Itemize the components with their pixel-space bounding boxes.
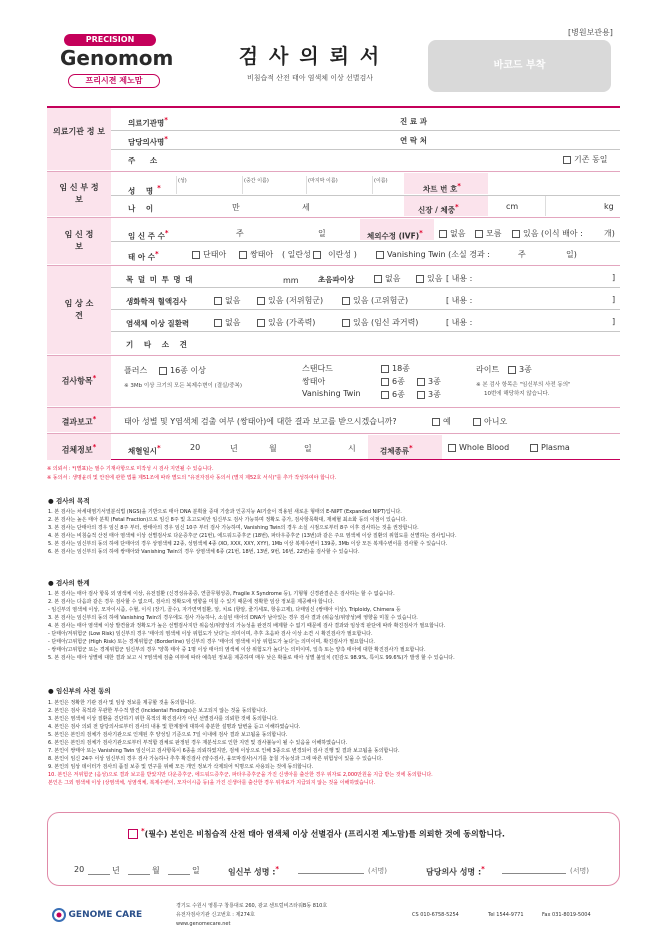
pregnant-sign-label: 임신부 성명 :* [228, 865, 280, 877]
name-hint-last: (성) [178, 178, 187, 184]
footer-license: 유전자검사기관 신고번호 : 제274호 [176, 912, 255, 918]
nt-unit: mm [283, 276, 299, 285]
warning-consent: ※ 동의서 : 생명윤리 및 안전에 관한 법률 제51조에 따라 별도의 "유전자검사 동의서 (별지 제52호 서식)"를 추가 작성하여야 합니다. [47, 475, 337, 481]
report-no-option[interactable]: 아니오 [473, 416, 507, 427]
consent-line-red: 10. 본인은 저위험군 (음성)으로 결과 보고를 받았지만 다운증후군, 에드워드증후군, 파타우증후군을 가진 신생아를 출산한 경우 위자료 2,000만원을 지급 받는 것에 동의합니다. [48, 772, 433, 778]
weight-input[interactable] [550, 197, 600, 213]
agreement-required: (필수) [144, 829, 168, 839]
name-hint-lastname: (마지막 이름) [308, 178, 338, 184]
biochem-high-checkbox[interactable] [342, 297, 350, 305]
ivf-label: 체외수정 (IVF)* [367, 229, 423, 241]
test-twin-6-checkbox[interactable] [381, 378, 389, 386]
limits-line: 2. 본 검사는 다음과 같은 경우 검사할 수 없으며, 검사의 정확도에 영향을 미칠 수 있기 때문에 정확한 임상 정보를 제공해야 합니다. [48, 599, 335, 605]
test-light-label: 라이트 [476, 365, 500, 374]
ivf-none-option[interactable]: 없음 [439, 228, 465, 239]
report-question: 태아 성별 및 Y염색체 검출 여부 (쌍태아)에 대한 결과 보고를 받으시겠습니까? [124, 417, 397, 426]
identical-option[interactable]: ( 일란성 [282, 249, 324, 260]
vanishing-checkbox[interactable] [376, 251, 384, 259]
company-name: GENOME CARE [68, 910, 143, 920]
agree-month-unit: 월 [152, 866, 160, 875]
institution-name-input[interactable] [190, 112, 335, 126]
section-sample: 검체정보* [47, 434, 111, 460]
same-as-before-checkbox[interactable] [563, 156, 571, 164]
footer-website: www.genomecare.net [176, 921, 231, 927]
test-twin-3-option[interactable]: 3종 [417, 376, 441, 387]
fraternal-option[interactable]: 이란성 ) [328, 250, 357, 259]
us-yes-checkbox[interactable] [416, 275, 424, 283]
ivf-unknown-option[interactable]: 모름 [475, 228, 501, 239]
section-clinical: 임 상 소 견 [47, 266, 111, 354]
vanishing-option[interactable]: Vanishing Twin (소실 경과 : [376, 249, 490, 260]
test-light-option[interactable]: 3종 [508, 364, 532, 375]
section-pregnancy: 임 신 정 보 [47, 218, 111, 264]
brand-top: PRECISION [85, 35, 135, 44]
biochem-content-close: ] [612, 295, 616, 304]
limits-line: - 단태아/고위험군 (High Risk) 또는 경계위험군 (Borderline) 임신부의 경우 '태아의 염색체 이상 위험도가 높다'는 의미이며, 확진검사가 필요합니다. [48, 639, 375, 645]
test-vanishing-3-option[interactable]: 3종 [417, 389, 441, 400]
chrom-none-checkbox[interactable] [214, 319, 222, 327]
us-content-label: [ 내용 : [446, 274, 473, 283]
test-vanishing-label: Vanishing Twin [302, 389, 361, 398]
whole-blood-checkbox[interactable] [448, 444, 456, 452]
test-vanishing-6-option[interactable]: 6종 [381, 389, 405, 400]
genome-care-icon [52, 908, 66, 922]
brand-top-badge [64, 34, 156, 46]
limits-title: ● 검사의 한계 [48, 579, 90, 587]
consent-title: ● 임신부의 사전 동의 [48, 687, 111, 695]
consent-line: 8. 본인이 임신 24주 이상 임신부의 경우 검사 가능하나 추후 확진검사 (양수검사, 융모막검사)시기를 놓칠 가능성과 그에 따른 위험성이 있을 수 있습니다. [48, 756, 383, 762]
purpose-line: 4. 본 검사는 비침습적 산전 태아 염색체 이상 선별검사로 다운증후군 (21번), 에드워드증후군 (18번), 파타우증후군 (13번)과 같은 주요 염색체 이상 질환의 위험도를 선별하는 검사입니다. [48, 533, 457, 539]
doctor-name-input[interactable] [190, 131, 335, 145]
other-findings-input[interactable] [210, 333, 615, 351]
test-vanishing-3-checkbox[interactable] [417, 391, 425, 399]
biochem-none-checkbox[interactable] [214, 297, 222, 305]
footer-cs: CS 010-6758-5254 [412, 912, 459, 918]
purpose-title: ● 검사의 목적 [48, 497, 90, 505]
vanishing-week: 주 [518, 250, 526, 259]
doctor-sign-label: 담당의사 성명 :* [426, 865, 485, 877]
footer-tel: Tel 1544-9771 [488, 912, 524, 918]
biochem-high-option[interactable]: 있음 (고위험군) [342, 295, 408, 306]
whole-blood-option[interactable]: Whole Blood [448, 443, 509, 452]
pregnant-sign-input[interactable] [298, 861, 364, 874]
address-label: 주 소 [128, 156, 164, 165]
height-unit: cm [506, 202, 519, 211]
sample-year-prefix: 20 [190, 443, 201, 452]
section-tests: 검사항목* [47, 356, 111, 406]
single-checkbox[interactable] [192, 251, 200, 259]
vanishing-day: 일) [566, 250, 577, 259]
biochem-content-label: [ 내용 : [446, 296, 473, 305]
section-pregnant: 임 신 부 정 보 [47, 172, 111, 216]
institution-name-label: 의료기관명* [128, 116, 168, 128]
biochem-low-option[interactable]: 있음 (저위험군) [257, 295, 323, 306]
test-vanishing-6-checkbox[interactable] [381, 391, 389, 399]
test-plus-option[interactable]: 16종 이상 [159, 365, 206, 376]
limits-line: 4. 본 검사는 태아 염색체 이상 발견율과 정확도가 높은 선별검사지만 위음성/위양성의 가능성을 완전히 배제할 수 없기 때문에 검사 결과와 임상적 판단에 따라 확진검사가 필요합니다. [48, 623, 446, 629]
address-input[interactable] [190, 150, 550, 166]
section-institution: 의료기관 정 보 [47, 108, 111, 170]
sample-year-unit: 년 [230, 444, 238, 453]
limits-line: 3. 본 검사는 임신부의 동의 하에 Vanishing Twin의 경우에도 검사 가능하나, 소실된 태아의 DNA가 남아있는 경우 검사 결과 (위음성/위양성)에 영향을 미칠 수 있습니다. [48, 615, 418, 621]
name-hint-first: (이름) [374, 178, 388, 184]
ultrasound-label: 초음파이상 [318, 275, 355, 284]
purpose-line: 5. 본 검사는 임신부의 동의 하에 단태아의 경우 상염색체 22종, 성염색체 4종 (XO, XXX, XXY, XYY), 1Mb 이상 복제수변이 139종, 3Mb 이상 모든 복제수변이를 검사할 수 있습니다. [48, 541, 448, 547]
chrom-content-label: [ 내용 : [446, 318, 473, 327]
weeks-label: 임 신 주 수* [128, 229, 169, 241]
brand-logo [60, 34, 174, 94]
plasma-checkbox[interactable] [530, 444, 538, 452]
ivf-count-unit: 개) [604, 229, 615, 238]
chrom-past-checkbox[interactable] [342, 319, 350, 327]
same-as-before-option[interactable]: 기존 동일 [563, 154, 607, 165]
agreement-checkbox[interactable] [128, 829, 138, 839]
footer-address: 경기도 수원시 영통구 창룡대로 260, 광교 센트럴비즈타워B동 810호 [176, 903, 328, 909]
sample-month-unit: 월 [269, 444, 277, 453]
limits-line: 1. 본 검사는 태아 검사 항목 외 염색체 이상, 유전질환 (신경성유종증, 연골무형성증, Fragile X Syndrome 등), 기형형 신경관결손은 검사하는 할 수 없습니다. [48, 591, 395, 597]
sample-hour-unit: 시 [348, 444, 356, 453]
test-twin-label: 쌍태아 [302, 377, 326, 386]
test-light-checkbox[interactable] [508, 366, 516, 374]
agreement-box [47, 812, 620, 886]
test-standard-option[interactable]: 18종 [381, 363, 410, 374]
sample-date-label: 채혈일시* [128, 444, 161, 456]
limits-line: - 쌍태아/고위험군 또는 경계위험군 임신부의 경우 '양쪽 태아 중 1명 이상 태아의 염색체 이상 위험도가 높다'는 의미이며, 일측 또는 양측 태아에 대한 확진검사가 필요합니다. [48, 647, 426, 653]
ivf-unknown-checkbox[interactable] [475, 230, 483, 238]
biochem-none-option[interactable]: 없음 [214, 295, 240, 306]
test-twin-3-checkbox[interactable] [417, 378, 425, 386]
doctor-name-label: 담당의사명* [128, 135, 168, 147]
us-yes-option[interactable]: 있음 [416, 273, 442, 284]
consent-line: 7. 본인이 쌍태아 또는 Vanishing Twin 임신이고 검사항목이 6종을 의뢰하였지만, 검체 이상으로 인해 3종으로 변경되어 검사 진행 및 결과 보고됨을 동의합니다. [48, 748, 400, 754]
consent-line: 6. 본인은 본인의 검체가 검사기관으로부터 부적합 검체로 판정된 경우 재분석으로 인한 지연 및 검사불능이 될 수 있음을 이해하였습니다. [48, 740, 348, 746]
consent-line: 4. 본인은 검사 의뢰 전 담당의사로부터 검사의 내용 및 한계점에 대하여 충분한 설명과 답변을 듣고 이해하였습니다. [48, 724, 301, 730]
chrom-past-option[interactable]: 있음 (임신 과거력) [342, 317, 418, 328]
pregnant-sign-hint: (서명) [368, 867, 387, 875]
sample-date-input[interactable] [200, 437, 360, 457]
us-none-option[interactable]: 없음 [374, 273, 400, 284]
brand-main: Genomom [60, 46, 174, 70]
days-input[interactable] [270, 223, 314, 239]
contact-label: 연 락 처 [400, 136, 427, 145]
report-no-checkbox[interactable] [473, 418, 481, 426]
age-input[interactable] [245, 197, 300, 213]
test-light-note-2: 10번에 해당하지 않습니다. [484, 391, 550, 397]
test-standard-label: 스탠다드 [302, 364, 333, 373]
brand-sub-box [68, 74, 160, 88]
purpose-line: 1. 본 검사는 차세대염기서열분석법 (NGS)을 기반으로 태아 DNA 분획율 증대 기술과 인공지능 AI기술이 적용된 새로운 형태의 E-NIPT (Expanded NIPT)입니다. [48, 509, 402, 515]
pregnant-name-input[interactable] [176, 176, 404, 194]
chart-number-label: 차트 번 호* [423, 182, 461, 194]
test-twin-6-option[interactable]: 6종 [381, 376, 405, 387]
test-plus-note: ※ 3Mb 이상 크기의 모든 복제수변이 (결실/중복) [124, 383, 242, 389]
consent-line: 3. 본인은 염색체 이상 질환을 진단하기 위한 목적의 확진검사가 아닌 선별검사를 의뢰한 것에 동의합니다. [48, 716, 278, 722]
age-label: 나 이 [128, 204, 158, 213]
plasma-option[interactable]: Plasma [530, 443, 570, 452]
consent-line: 1. 본인은 정확한 기관 검사 및 임상 정보를 제공할 것을 동의합니다. [48, 700, 196, 706]
barcode-area [428, 40, 611, 92]
doctor-sign-input[interactable] [502, 861, 566, 874]
sample-type-label: 검체종류* [380, 444, 413, 456]
us-none-checkbox[interactable] [374, 275, 382, 283]
twin-option[interactable]: 쌍태아 [239, 249, 273, 260]
name-hint-middle: (중간 이름) [244, 178, 269, 184]
chart-number-input[interactable] [490, 176, 615, 192]
weeks-unit: 주 [236, 229, 244, 238]
identical-checkbox[interactable] [313, 251, 321, 259]
us-content-close: ] [612, 273, 616, 282]
agree-day-unit: 일 [192, 866, 200, 875]
footer-fax: Fax 031-8019-5004 [542, 912, 591, 918]
age-unit-se: 세 [302, 203, 310, 212]
department-label: 진 료 과 [400, 117, 427, 126]
consent-line: 9. 본인의 임상 데이터가 검사의 품질 보증 및 연구를 위해 모든 개인 정보가 삭제되어 익명으로 사용되는 것에 동의합니다. [48, 764, 314, 770]
purpose-line: 6. 본 검사는 임신부의 동의 하에 쌍태아와 Vanishing Twin의 경우 상염색체 6종 (21번, 18번, 13번, 9번, 16번, 22번)을 검사할 수 있습니다. [48, 549, 360, 555]
section-report: 결과보고* [47, 408, 111, 432]
limits-line: - 단태아/저위험군 (Low Risk) 임신부의 경우 '태아의 염색체 이상 위험도가 낮다'는 의미이며, 추후 초음파 검사 이상 소견 시 확진검사가 필요합니다. [48, 631, 373, 637]
consent-line: 2. 본인은 검사 목적과 무관한 부수적 발견 (Incidental Findings)은 보고되지 않는 것을 동의합니다. [48, 708, 268, 714]
report-yes-option[interactable]: 예 [432, 416, 451, 427]
contact-input[interactable] [460, 131, 615, 145]
chrom-content-close: ] [612, 317, 616, 326]
test-light-note-1: ※ 본 검사 항목은 "임신부의 사전 동의" [476, 382, 571, 388]
sample-day-unit: 일 [304, 444, 312, 453]
twin-checkbox[interactable] [239, 251, 247, 259]
chrom-family-option[interactable]: 있음 (가족력) [257, 317, 315, 328]
limits-line: - 임신부의 염색체 이상, 모자이시즘, 수혈, 이식 (장기, 골수), 자가면역질환, 암, 치료 (항암, 줄기세포, 항응고제), 다태임신 (쌍태아 이상), Triploidy, Chimera 등 [48, 607, 401, 613]
nt-label: 목 덜 미 투 명 대 [126, 275, 194, 284]
nt-input[interactable] [200, 268, 280, 284]
purpose-line: 3. 본 검사는 단태아의 경우 임신 8주 부터, 쌍태아의 경우 임신 10주 부터 검사 가능하며, Vanishing Twin의 경우 소실 시점으로부터 8주 이후 검사하는 것을 권장합니다. [48, 525, 419, 531]
test-plus-label: 플러스 [124, 366, 148, 375]
page-subtitle: 비침습적 산전 태아 염색체 이상 선별검사 [246, 74, 374, 82]
agree-year-unit: 년 [112, 866, 120, 875]
agree-year-prefix: 20 [74, 865, 85, 874]
doctor-sign-hint: (서명) [570, 867, 589, 875]
biochem-low-checkbox[interactable] [257, 297, 265, 305]
days-unit: 일 [318, 229, 326, 238]
weeks-input[interactable] [195, 223, 233, 239]
consent-line: 5. 본인은 본인의 검체가 검사기관으로 인계된 후 양성일 기준으로 7일 이내에 검사 결과 보고됨을 동의합니다. [48, 732, 288, 738]
fetus-count-label: 태 아 수* [128, 250, 159, 262]
ivf-yes-checkbox[interactable] [512, 230, 520, 238]
department-input[interactable] [460, 112, 615, 126]
hospital-keep-label: [병원보관용] [568, 28, 613, 37]
age-unit-man: 만 [232, 203, 240, 212]
warning-request: ※ 의뢰서 : *(별표)는 필수 기재사항으로 미작성 시 검사 지연될 수 있습니다. [47, 466, 214, 472]
biochem-label: 생화학적 혈액검사 [126, 297, 187, 306]
weight-unit: kg [604, 202, 614, 211]
other-findings-label: 기 타 소 견 [126, 340, 191, 349]
agreement-text: 본인은 비침습적 산전 태아 염색체 이상 선별검사 (프리시젼 제노맘)를 의뢰한 것에 동의합니다. [170, 829, 505, 839]
limits-line: 5. 본 검사는 태아 성별에 대한 결과 보고 시 Y염색체 검출 여부에 따라 예측된 정보를 제공하며 매우 낮은 확률로 태아 성별 불일치 (민감도 98.9%, 특이도 99.6%)가 발생 할 수 있습니다. [48, 655, 455, 661]
consent-line-red: 본인은 그외 염색체 이상 (상염색체, 성염색체, 복제수변이, 모자이시즘 등)을 가진 신생아를 출산한 경우 위자료가 지급되지 않는 것을 이해하였습니다. [48, 780, 376, 786]
height-weight-label: 신장 / 체중* [418, 203, 459, 215]
chrom-none-option[interactable]: 없음 [214, 317, 240, 328]
purpose-line: 2. 본 검사는 높은 태아 분획 (Fetal Fraction)으로 임신 8주 및 초고도비만 임신부도 검사 가능하며 정확도 증가, 검사항목확대, 재채혈 최소화 등의 이점이 있습니다. [48, 517, 407, 523]
ivf-none-checkbox[interactable] [439, 230, 447, 238]
pregnant-name-label: 성 명* [128, 184, 165, 196]
footer-logo [52, 908, 142, 922]
brand-sub: 프리시젼 제노맘 [85, 76, 143, 85]
barcode-label: 바코드 부착 [493, 60, 546, 71]
chrom-history-label: 염색체 이상 질환력 [126, 319, 190, 328]
chrom-family-checkbox[interactable] [257, 319, 265, 327]
test-plus-checkbox[interactable] [159, 367, 167, 375]
test-standard-checkbox[interactable] [381, 365, 389, 373]
ivf-yes-option[interactable]: 있음 (이식 배아 : [512, 228, 583, 239]
page-title: 검 사 의 뢰 서 [238, 44, 382, 68]
agreement-statement: *(필수) 본인은 비침습적 산전 태아 염색체 이상 선별검사 (프리시젼 제노맘)를 의뢰한 것에 동의합니다. [128, 827, 505, 840]
single-option[interactable]: 단태아 [192, 249, 226, 260]
report-yes-checkbox[interactable] [432, 418, 440, 426]
